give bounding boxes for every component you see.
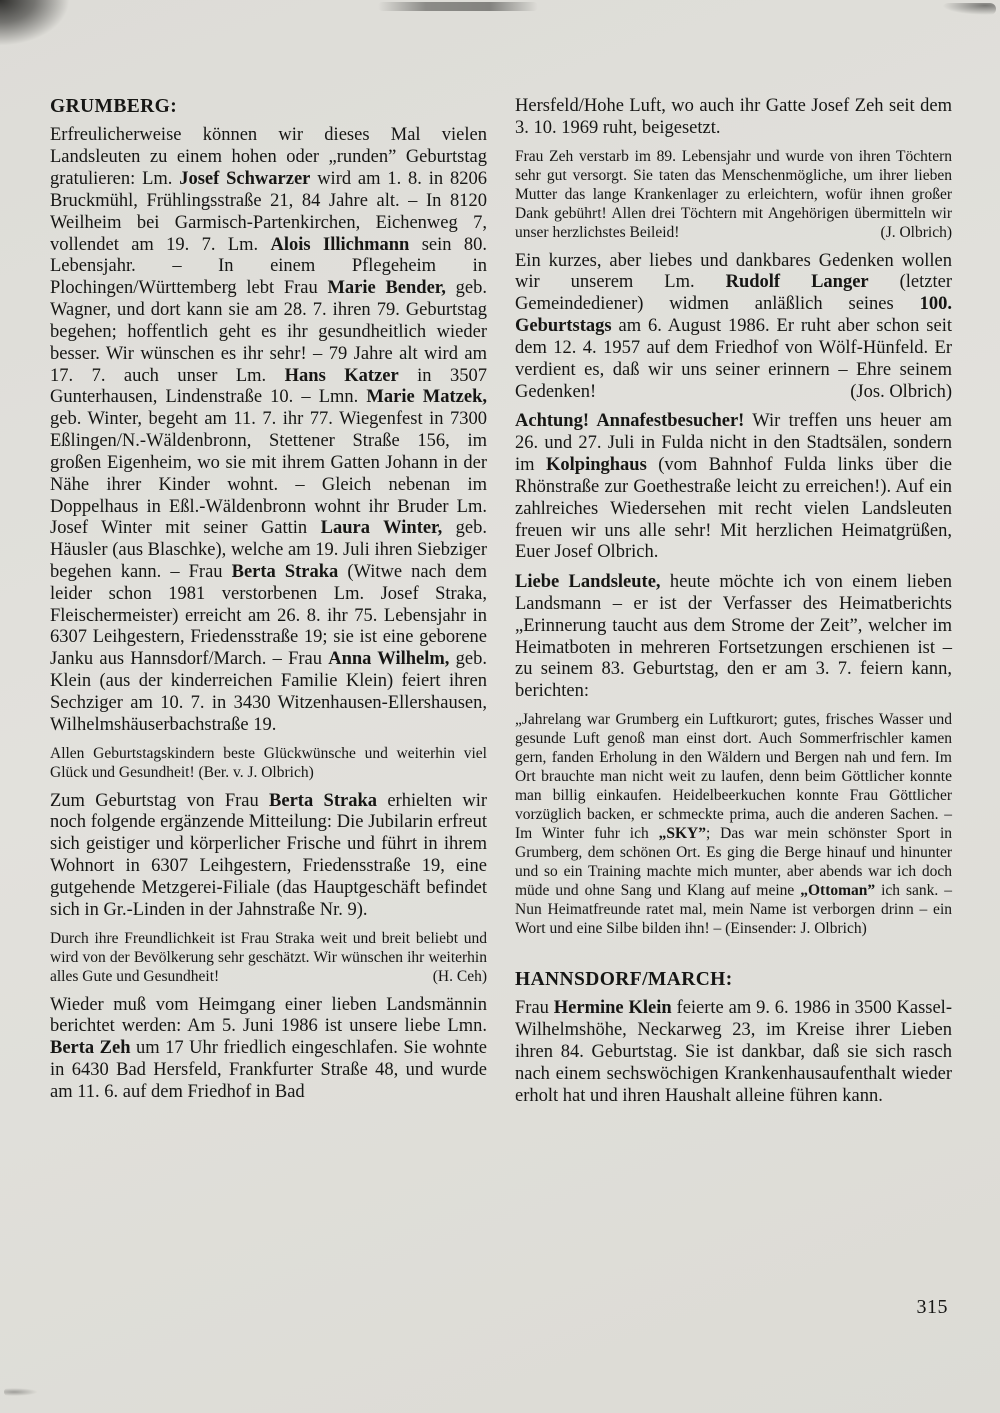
text-run: ich sank. – Nun Heimatfreunde ratet mal, mein Name ist verborgen drinn – ein Wort und eine Silbe bilden ihn! – (Einsender: J. Olbrich) <box>515 882 952 937</box>
text-run: am 6. August 1986. Er ruht aber schon seit dem 12. 4. 1957 auf dem Friedhof von Wölf-Hünfeld. Er verdient es, daß wir uns seiner erinnern – Ehre seinem Gedenken! <box>515 316 952 402</box>
paragraph <box>515 411 952 564</box>
bold-run: Anna Wilhelm, <box>328 649 450 670</box>
text-run: geb. Wagner, und dort kann sie am 28. 7. ihren 79. Geburtstag begehen; hoffentlich geht es ihr gesundheitlich wieder besser. Wir wünschen es ihr sehr! – 79 Jahre alt wird am 17. 7. auch unser Lm. <box>50 278 487 386</box>
scan-artifact <box>0 0 70 46</box>
author-signature: (H. Ceh) <box>432 967 487 985</box>
text-run: geb. Klein (aus der kinderreichen Familie Klein) feiert ihren Sechziger am 10. 7. in 3430 Witzenhausen-Ellershausen, Wilhelmshäuserbachstraße 19. <box>50 649 487 735</box>
author-signature: (J. Olbrich) <box>880 223 952 241</box>
text-run: erhielten wir noch folgende ergänzende Mitteilung: Die Jubilarin erfreut sich geistiger und körperlicher Frische und führt in ihrem Wohnort in 6307 Leihgestern, Friedensstraße 19, eine gutgehende Metzgerei-Filiale (das Hauptgeschäft befindet sich in Gr.-Linden in der Jahnstraße Nr. 9). <box>50 790 488 920</box>
bold-run: Berta Straka <box>231 561 339 582</box>
text-run: Allen Geburtstagskindern beste Glückwünsche und weiterhin viel Glück und Gesundheit! (Ber. v. J. Olbrich) <box>50 744 487 781</box>
bold-run: Hans Katzer <box>284 365 399 386</box>
small-print-paragraph <box>515 711 952 939</box>
text-run: wird am 1. 8. in 8206 Bruckmühl, Frühlingsstraße 21, 84 Jahre alt. – In 8120 Weilheim bei Garmisch-Partenkirchen, Eichenweg 7, vollendet am 19. 7. Lm. <box>50 169 487 255</box>
page-number: 315 <box>916 1296 948 1318</box>
scan-artifact <box>378 2 538 11</box>
bold-run: Berta Zeh <box>50 1038 131 1059</box>
small-print-paragraph <box>515 148 952 243</box>
bold-run: Liebe Landsleute, <box>515 572 661 593</box>
bold-run: Marie Matzek, <box>366 387 487 408</box>
section-heading <box>50 96 487 118</box>
scan-artifact <box>942 3 996 15</box>
text-columns <box>50 96 952 1116</box>
bold-run: 100. Geburtstags <box>515 294 952 337</box>
bold-run: Josef Schwarzer <box>179 169 311 190</box>
text-run: Wieder muß vom Heimgang einer lieben Landsmännin berichtet werden: Am 5. Juni 1986 ist unsere liebe Lmn. <box>50 994 487 1037</box>
bold-run: „Ottoman” <box>800 882 876 899</box>
author-signature: (Jos. Olbrich) <box>850 381 952 402</box>
text-run: geb. Winter, begeht am 11. 7. ihr 77. Wiegenfest in 7300 Eßlingen/N.-Wäldenbronn, Stettener Straße 156, im großen Eigenheim, wo sie mit ihrem Gatten Johann in der Nähe ihrer Kinder wohnt. – Gleich nebenan im Doppelhaus in Eßl.-Wäldenbronn wohnt ihr Bruder Lm. Josef Winter mit seiner Gattin <box>50 409 487 539</box>
text-run: Wir treffen uns heuer am 26. und 27. Juli in Fulda nicht in den Stadtsälen, sondern im <box>515 411 952 476</box>
right-column <box>515 96 952 1116</box>
bold-run: Rudolf Langer <box>725 272 869 293</box>
paragraph <box>50 125 487 736</box>
text-run: Ein kurzes, aber liebes und dankbares Gedenken wollen wir unserem Lm. <box>515 250 952 293</box>
text-run: geb. Häusler (aus Blaschke), welche am 19. Juli ihren Siebziger begehen kann. – Frau <box>50 518 487 582</box>
bold-run: „SKY” <box>658 825 706 843</box>
bold-run: GRUMBERG: <box>50 96 178 117</box>
scan-artifact <box>4 1388 38 1396</box>
text-run: Durch ihre Freundlichkeit ist Frau Straka weit und breit beliebt und wird von der Bevölkerung sehr geschätzt. Wir wünschen ihr weiterhin alles Gute und Gesundheit! <box>50 929 487 985</box>
text-run: Erfreulicherweise können wir dieses Mal vielen Landsleuten zu einem hohen oder „runden” Geburtstag gratulieren: Lm. <box>50 125 487 190</box>
text-run: in 3507 Gunterhausen, Lindenstraße 10. – Lmn. <box>50 365 488 408</box>
text-run: Hersfeld/Hohe Luft, wo auch ihr Gatte Josef Zeh seit dem 3. 10. 1969 ruht, beigesetzt. <box>515 96 952 138</box>
text-run: um 17 Uhr friedlich eingeschlafen. Sie wohnte in 6430 Bad Hersfeld, Frankfurter Straße 48, und wurde am 11. 6. auf dem Friedhof in Bad <box>50 1038 487 1102</box>
bold-run: Kolpinghaus <box>546 455 647 476</box>
bold-run: HANNSDORF/MARCH: <box>515 968 733 990</box>
section-heading <box>515 969 952 991</box>
bold-run: Marie Bender, <box>327 278 446 299</box>
small-print-paragraph <box>50 745 487 783</box>
left-column <box>50 96 487 1116</box>
paragraph <box>515 998 952 1107</box>
paragraph <box>50 791 487 922</box>
paragraph <box>515 572 952 703</box>
text-run: feierte am 9. 6. 1986 in 3500 Kassel-Wilhelmshöhe, Neckarweg 23, im Kreise ihrer Lieben ihren 84. Geburtstag. Sie ist dankbar, daß sie sich rasch nach einem sechswöchigen Krankenhausaufenthalt wieder erholt hat und ihren Haushalt alleine führen kann. <box>515 998 952 1106</box>
text-run: heute möchte ich von einem lieben Landsmann – er ist der Verfasser des Heimatberichts „Erinnerung taucht aus dem Strome der Zeit”, welcher im Heimatboten in mehreren Fortsetzungen erschienen ist – zu seinem 83. Geburtstag, den er am 3. 7. feiern kann, berichten: <box>515 572 952 702</box>
bold-run: Hermine Klein <box>553 998 672 1019</box>
bold-run: Alois Illichmann <box>270 234 410 255</box>
text-run: ; Das war mein schönster Sport in Grumberg, dem schönen Ort. Es ging die Berge hinauf und hinunter und so ein Training machte mich munter, aber abends war ich doch müde und ohne Sang und Klang auf meine <box>515 825 952 899</box>
small-print-paragraph <box>50 930 487 987</box>
paragraph <box>515 251 952 404</box>
text-run: Frau <box>515 998 554 1019</box>
text-run: (vom Bahnhof Fulda links über die Rhönstraße zur Goethestraße leicht zu erreichen!). Auf ein zahlreiches Wiedersehen mit recht vielen Landsleuten freuen wir uns alle sehr! Mit herzlichen Heimatgrüßen, Euer Josef Olbrich. <box>515 455 953 563</box>
text-run: (Witwe nach dem leider schon 1981 verstorbenen Lm. Josef Straka, Fleischermeister) erreicht am 26. 8. ihr 75. Lebensjahr in 6307 Leihgestern, Friedensstraße 19; sie ist eine geborene Janku aus Hannsdorf/March. – Frau <box>50 561 487 670</box>
paragraph <box>515 96 952 140</box>
bold-run: Laura Winter, <box>320 518 443 539</box>
text-run: Frau Zeh verstarb im 89. Lebensjahr und wurde von ihren Töchtern sehr gut versorgt. Sie taten das Menschenmögliche, um ihrer lieben Mutter das lange Krankenlager zu erleichtern, wofür ihnen großer Dank gebührt! Allen drei Töchtern mit Angehörigen übermitteln wir unser herzlichstes Beileid! <box>515 147 952 241</box>
text-run: (letzter Gemeindediener) widmen anläßlich seines <box>515 272 952 315</box>
bold-run: Berta Straka <box>269 790 377 811</box>
text-run: Zum Geburtstag von Frau <box>50 790 270 811</box>
paragraph <box>50 995 487 1104</box>
text-run: „Jahrelang war Grumberg ein Luftkurort; gutes, frisches Wasser und gesunde Luft genoß man einst dort. Auch Sommerfrischler kamen gern, fanden Erholung in den Wäldern und Bergen nah und fern. Im Ort brauchte man nicht weit zu laufen, denn beim Göttlicher konnte man billig einkaufen. Heidelbeerkuchen konnte Frau Göttlicher vorzüglich backen, er schmeckte prima, auch die anderen Sachen. – Im Winter fuhr ich <box>515 711 952 843</box>
text-run: sein 80. Lebensjahr. – In einem Pflegeheim in Plochingen/Württemberg lebt Frau <box>50 234 487 299</box>
bold-run: Achtung! Annafestbesucher! <box>515 411 745 432</box>
